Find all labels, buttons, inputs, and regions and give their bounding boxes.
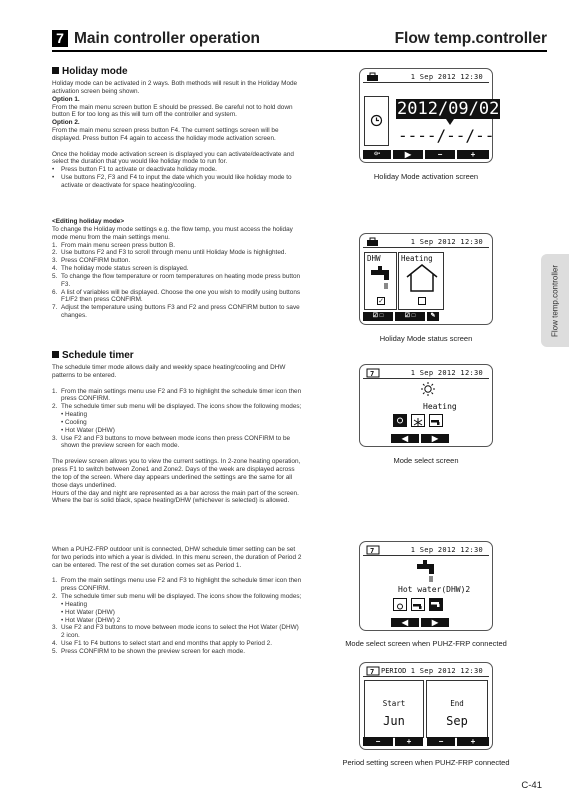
- mode-label: Hot water(DHW)2: [398, 585, 471, 594]
- svg-text:7: 7: [370, 547, 375, 555]
- preview-text: The preview screen allows you to view the current settings. In 2-zone heating operation, press F1 to switch between Zone1 and Zone2. Days of the week are displayed across the top of the screen. Where day appears underlined the settings are the same for all those days underlined.: [52, 458, 301, 489]
- period-screen: [359, 662, 493, 750]
- puhz-section: [52, 546, 304, 656]
- holiday-start-date: 2012/09/02: [397, 99, 500, 119]
- start-panel: [364, 680, 424, 738]
- date-time: 1 Sep 2012 12:30: [410, 546, 483, 554]
- list-item: 4. Use F1 to F4 buttons to select start and end months that apply to Period 2.: [52, 640, 273, 648]
- header-rule: [52, 50, 547, 52]
- holiday-end-date: ----/--/--: [398, 126, 495, 145]
- page-number: C-41: [521, 780, 542, 791]
- mode-label: Heating: [423, 402, 457, 411]
- holiday-intro: Holiday mode can be activated in 2 ways. Both methods will result in the Holiday Mode activation screen being shown.: [52, 80, 298, 95]
- list-item: 1. From main menu screen press button B.: [52, 241, 176, 249]
- dhw-label: DHW: [367, 254, 381, 263]
- heating-label: Heating: [401, 254, 433, 263]
- list-item: 6. A list of variables will be displayed. Choose the one you wish to modify using buttons F1/F2 then press CONFIRM.: [52, 288, 301, 304]
- mode-select-screen: [359, 364, 493, 447]
- mode-select-frp-screen: [359, 541, 493, 631]
- f4-plus-key[interactable]: +: [457, 737, 489, 746]
- date-time: 1 Sep 2012 12:30: [410, 369, 483, 377]
- list-item: 1. From the main settings menu use F2 and F3 to highlight the schedule timer icon then press CONFIRM.: [52, 387, 302, 403]
- page-title: Main controller operation: [74, 30, 261, 47]
- list-item: 7. Adjust the temperature using buttons F3 and F2 and press CONFIRM button to save changes.: [52, 304, 300, 320]
- tap-icon: [416, 559, 438, 583]
- heating-panel: [398, 252, 444, 310]
- schedule-section: [52, 350, 304, 505]
- hours-text: Hours of the day and night are represented as a bar across the main part of the screen. Where the bar is solid black, space heating/DHW (whichever is selected) is allowed.: [52, 489, 299, 505]
- holiday-activation-screen: [359, 68, 500, 163]
- timer-icon: [366, 368, 380, 378]
- list-item: 3. Use F2 and F3 buttons to move between mode icons then press CONFIRM to be shown the preview screen for each mode.: [52, 434, 291, 450]
- f2-plus-key[interactable]: +: [395, 737, 423, 746]
- dhw-panel: [364, 252, 397, 310]
- caption-mode-select: Mode select screen: [393, 456, 459, 465]
- tap-icon: [369, 265, 393, 291]
- holiday-heading: Holiday mode: [52, 66, 304, 78]
- heating-mode-icon[interactable]: [393, 414, 407, 427]
- date-time: 1 Sep 2012 12:30: [410, 238, 483, 246]
- left-arrow-key[interactable]: ◀: [391, 434, 419, 443]
- list-item: 3. Use F2 and F3 buttons to move between mode icons to select the Hot Water (DHW) 2 icon.: [52, 624, 299, 640]
- f4-plus-key[interactable]: +: [457, 150, 489, 159]
- period-title: PERIOD: [381, 667, 407, 675]
- heating-checkbox[interactable]: [418, 297, 426, 305]
- caption-holiday-status: Holiday Mode status screen: [379, 334, 473, 343]
- sun-icon: [421, 382, 435, 396]
- holiday-after: Once the holiday mode activation screen is displayed you can activate/deactivate and select the duration that you would like holiday mode to run for.: [52, 150, 294, 166]
- suitcase-icon: [366, 72, 380, 82]
- date-time: 1 Sep 2012 12:30: [410, 73, 483, 81]
- page-header: [52, 30, 547, 48]
- f2-heating-key[interactable]: ☑ □: [395, 312, 425, 321]
- chapter-side-tab: Flow temp.controller: [541, 254, 569, 347]
- end-label: End: [450, 699, 464, 708]
- editing-heading: <Editing holiday mode>: [52, 218, 125, 225]
- list-item: 5. Press CONFIRM to be shown the preview screen for each mode.: [52, 647, 245, 655]
- section-number: 7: [52, 30, 68, 47]
- end-panel: [426, 680, 488, 738]
- left-arrow-key[interactable]: ◀: [391, 618, 419, 627]
- option2-label: Option 2.: [52, 119, 80, 127]
- puhz-text: When a PUHZ-FRP outdoor unit is connected, DHW schedule timer setting can be set for two periods into which a year is divided. In this menu screen, the duration of Period 2 can be entered. The rest of the set duration comes set as Period 1.: [52, 546, 302, 569]
- cooling-mode-icon[interactable]: [411, 414, 425, 427]
- editing-intro: To change the Holiday mode settings e.g. the flow temp, you must access the holiday mode menu from the main settings menu.: [52, 225, 293, 241]
- mode-item: • Cooling: [61, 418, 87, 426]
- list-item: 1. From the main settings menu use F2 and F3 to highlight the schedule timer icon then press CONFIRM.: [52, 577, 302, 593]
- svg-text:7: 7: [370, 370, 375, 378]
- start-label: Start: [382, 699, 406, 708]
- f3-minus-key[interactable]: −: [425, 150, 455, 159]
- holiday-section: [52, 66, 304, 190]
- editing-section: [52, 218, 304, 320]
- mode-item: • Hot Water (DHW): [61, 608, 115, 616]
- dhw2-mode-icon[interactable]: [429, 598, 443, 611]
- start-month: Jun: [383, 714, 405, 728]
- list-item: • Press button F1 to activate or deactivate holiday mode.: [52, 166, 217, 174]
- cursor-down-icon: [446, 119, 454, 125]
- f3-edit-key[interactable]: ✎: [427, 312, 439, 321]
- right-arrow-key[interactable]: ▶: [421, 618, 449, 627]
- option2-text: From the main menu screen press button F4. The current settings screen will be displayed. Press button F4 again to access the holiday mode activation screen.: [52, 127, 279, 142]
- list-item: 2. The schedule timer sub menu will be displayed. The icons show the following modes;: [52, 403, 302, 411]
- dhw-mode-icon[interactable]: [429, 414, 443, 427]
- f2-right-key[interactable]: ▶: [393, 150, 423, 159]
- mode-item: • Heating: [61, 411, 88, 419]
- option1-text: From the main menu screen button E should be pressed. Be careful not to hold down button E for too long as this will turn off the controller and system.: [52, 103, 293, 119]
- dhw-checkbox[interactable]: ✓: [378, 298, 384, 305]
- schedule-intro: The schedule timer mode allows daily and weekly space heating/cooling and DHW patterns to be entered.: [52, 364, 286, 379]
- date-time: 1 Sep 2012 12:30: [410, 667, 483, 675]
- house-icon: [405, 263, 439, 293]
- right-arrow-key[interactable]: ▶: [421, 434, 449, 443]
- schedule-heading: Schedule timer: [52, 350, 304, 362]
- f1-dhw-key[interactable]: ☑ □: [363, 312, 393, 321]
- mode-item: • Heating: [61, 600, 88, 608]
- caption-period: Period setting screen when PUHZ-FRP connected: [342, 758, 510, 767]
- list-item: 4. The holiday mode status screen is displayed.: [52, 265, 189, 273]
- timer-icon: [366, 545, 380, 555]
- list-item: 3. Press CONFIRM button.: [52, 257, 131, 265]
- mode-item: • Hot Water (DHW) 2: [61, 616, 121, 624]
- suitcase-icon: [366, 237, 380, 247]
- chapter-title: Flow temp.controller: [394, 30, 547, 47]
- list-item: 2. Use buttons F2 and F3 to scroll through menu until Holiday Mode is highlighted.: [52, 249, 287, 257]
- option1-label: Option 1.: [52, 95, 80, 103]
- list-item: 2. The schedule timer sub menu will be displayed. The icons show the following modes;: [52, 593, 302, 601]
- f1-activate-key[interactable]: ⊙•: [363, 150, 391, 159]
- svg-text:7: 7: [370, 668, 375, 676]
- mode-item: • Hot Water (DHW): [61, 426, 115, 434]
- end-month: Sep: [446, 714, 468, 728]
- clock-icon: [370, 114, 383, 127]
- list-item: • Use buttons F2, F3 and F4 to input the date which you would like holiday mode to activate or deactivate for space heating/cooling.: [52, 174, 292, 189]
- caption-holiday-activation: Holiday Mode activation screen: [373, 172, 479, 181]
- heating-mode-icon[interactable]: [393, 598, 407, 611]
- f3-minus-key[interactable]: −: [427, 737, 455, 746]
- dhw-mode-icon[interactable]: [411, 598, 425, 611]
- caption-mode-select-frp: Mode select screen when PUHZ-FRP connected: [345, 639, 507, 648]
- f1-minus-key[interactable]: −: [363, 737, 393, 746]
- timer-icon: [366, 666, 380, 676]
- list-item: 5. To change the flow temperature or room temperatures on heating mode press button F3.: [52, 272, 301, 288]
- holiday-status-screen: [359, 233, 493, 325]
